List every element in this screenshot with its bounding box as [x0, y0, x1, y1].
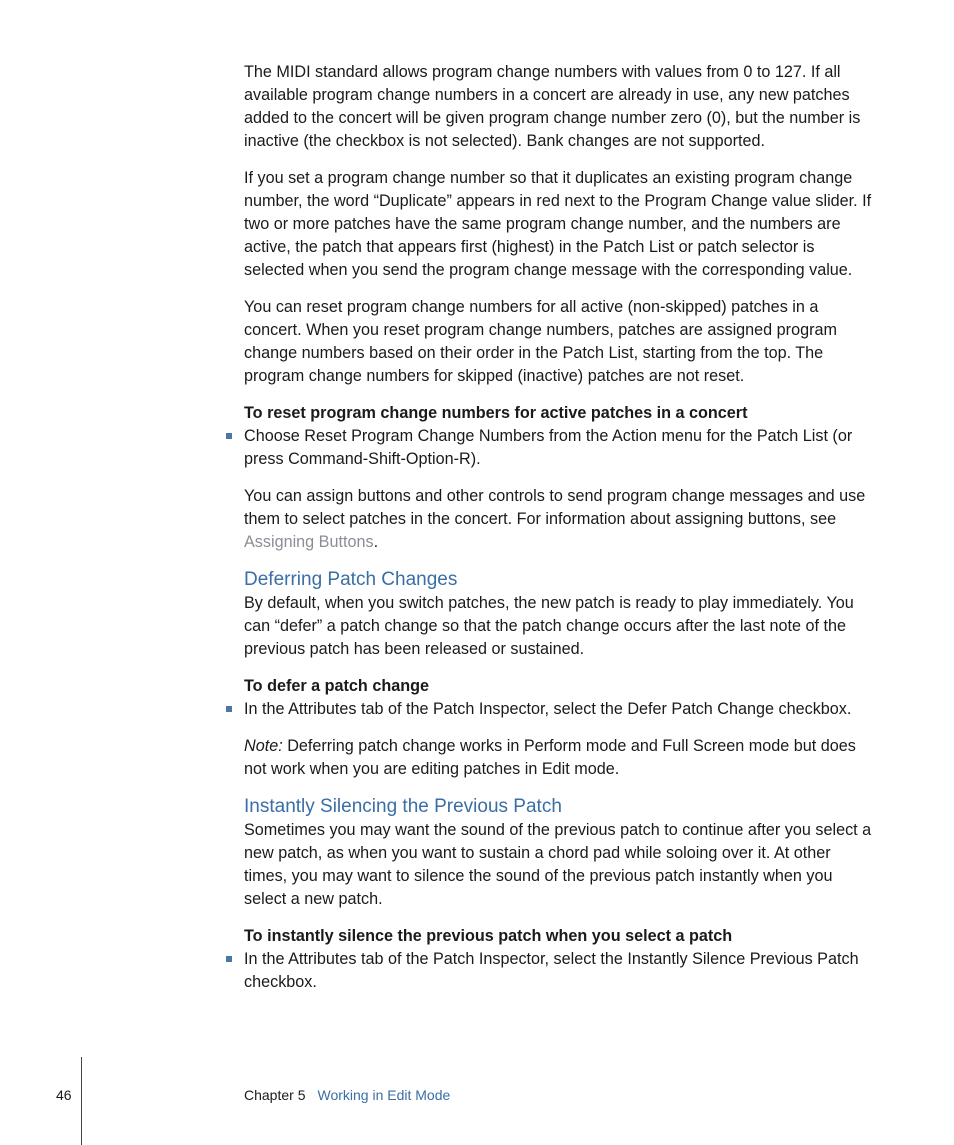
page-number: 46 — [56, 1087, 72, 1103]
list-item — [244, 698, 876, 721]
paragraph-text: You can assign buttons and other controls to send program change messages and use them to select patches in the concert. For information about assigning buttons, see — [244, 487, 866, 528]
list-item — [244, 425, 876, 471]
footer-chapter — [244, 1087, 450, 1103]
bullet-square-icon — [226, 706, 232, 712]
chapter-label: Chapter 5 — [244, 1087, 306, 1103]
page-content — [244, 61, 876, 1008]
section-heading-deferring: Deferring Patch Changes — [244, 569, 458, 590]
paragraph-silence: Sometimes you may want the sound of the previous patch to continue after you select a new patch, as when you want to sustain a chord pad while soloing over it. At other times, you may want to silence the sound of the previous patch instantly when you select a new patch. — [244, 821, 872, 908]
assigning-buttons-link[interactable]: Assigning Buttons — [244, 533, 374, 551]
note-paragraph — [244, 735, 876, 781]
bullet-text: Choose Reset Program Change Numbers from the Action menu for the Patch List (or press Command-Shift-Option-R). — [244, 427, 853, 468]
procedure-heading-reset: To reset program change numbers for active patches in a concert — [244, 404, 748, 422]
paragraph-reset: You can reset program change numbers for all active (non-skipped) patches in a concert. When you reset program change numbers, patches are assigned program change numbers based on their order in the Patch List, starting from the top. The program change numbers for skipped (inactive) patches are not reset. — [244, 298, 837, 385]
note-label: Note: — [244, 737, 283, 755]
procedure-heading-defer: To defer a patch change — [244, 677, 429, 695]
section-heading-silencing: Instantly Silencing the Previous Patch — [244, 796, 562, 817]
paragraph-duplicate: If you set a program change number so that it duplicates an existing program change number, the word “Duplicate” appears in red next to the Program Change value slider. If two or more patches have the same program change number, and the numbers are active, the patch that appears first (highest) in the Patch List or patch selector is selected when you send the program change message with the corresponding value. — [244, 169, 872, 279]
procedure-heading-silence: To instantly silence the previous patch when you select a patch — [244, 927, 733, 945]
chapter-title-link[interactable]: Working in Edit Mode — [317, 1087, 451, 1103]
paragraph-period: . — [373, 533, 379, 551]
paragraph-assign-buttons — [244, 485, 876, 554]
bullet-square-icon — [226, 956, 232, 962]
list-item — [244, 948, 876, 994]
note-text: Deferring patch change works in Perform mode and Full Screen mode but does not work when you are editing patches in Edit mode. — [244, 737, 856, 778]
paragraph-midi-standard: The MIDI standard allows program change numbers with values from 0 to 127. If all available program change numbers in a concert are already in use, any new patches added to the concert will be given program change number zero (0), but the number is inactive (the checkbox is not selected). Bank changes are not supported. — [244, 63, 861, 150]
bullet-square-icon — [226, 433, 232, 439]
paragraph-defer: By default, when you switch patches, the new patch is ready to play immediately. You can “defer” a patch change so that the patch change occurs after the last note of the previous patch has been released or sustained. — [244, 594, 854, 658]
bullet-text: In the Attributes tab of the Patch Inspector, select the Instantly Silence Previous Patch checkbox. — [244, 950, 859, 991]
footer-divider — [81, 1057, 82, 1145]
bullet-text: In the Attributes tab of the Patch Inspector, select the Defer Patch Change checkbox. — [244, 700, 852, 718]
